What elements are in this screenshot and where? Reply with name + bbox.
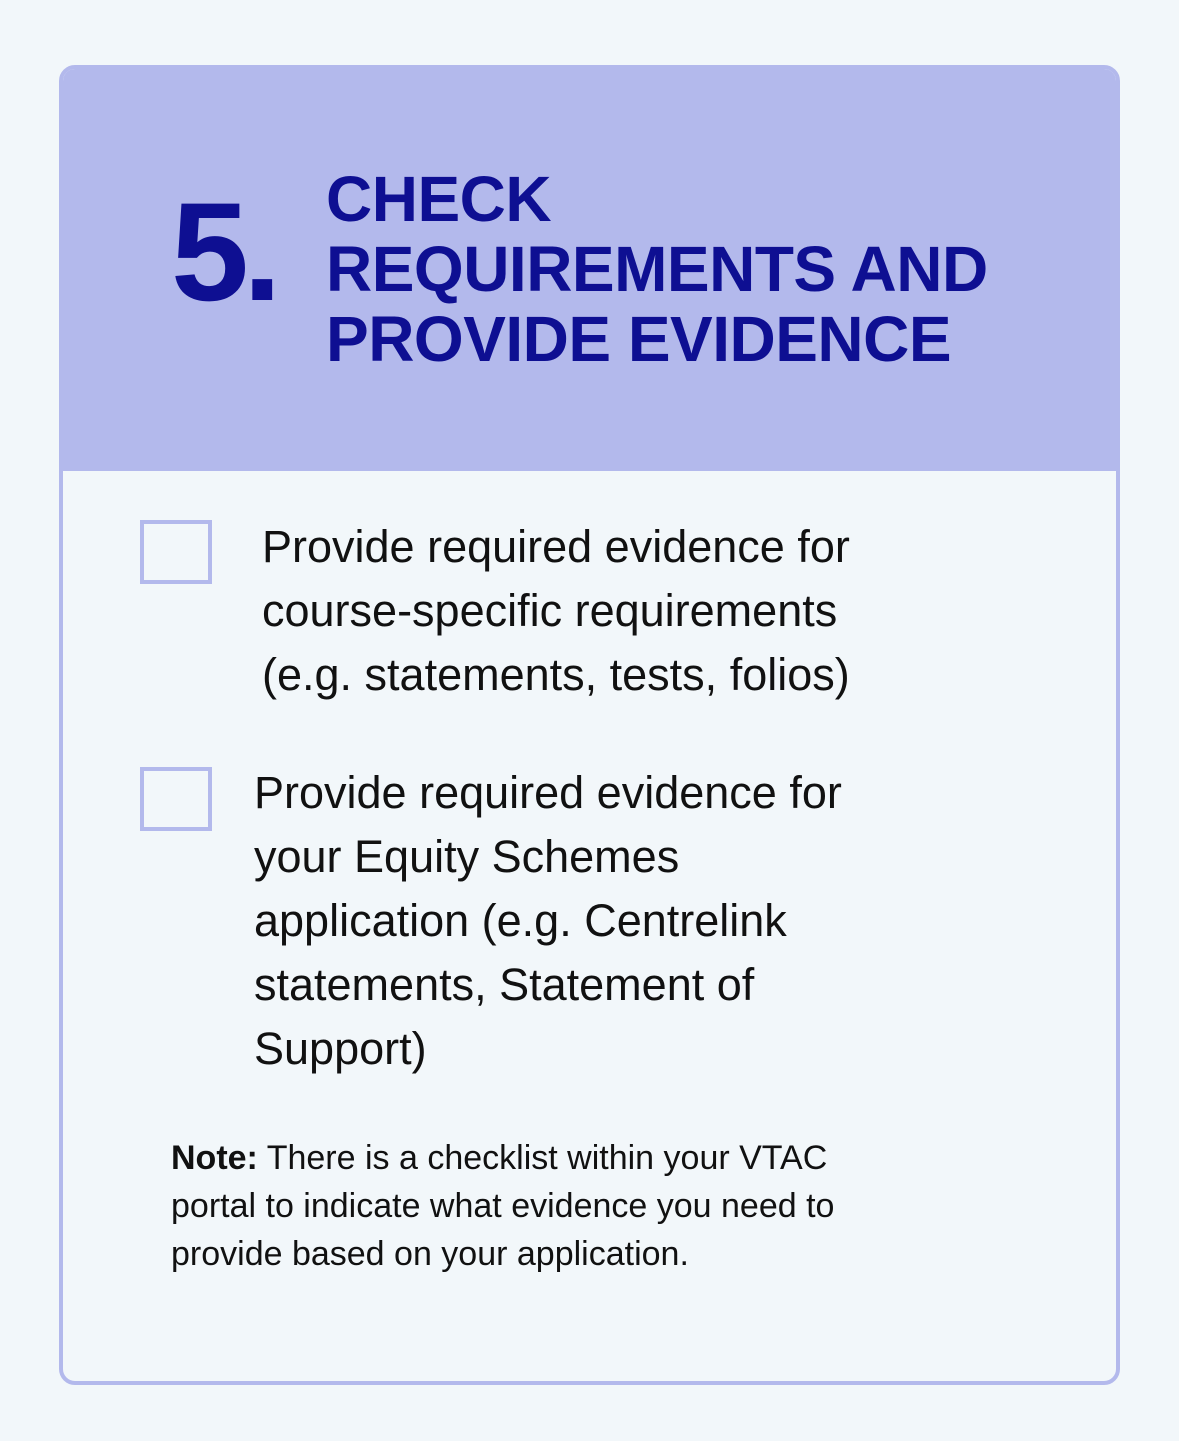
step-card	[59, 65, 1120, 1385]
note-line	[171, 1134, 834, 1182]
checklist-item-line: Provide required evidence for	[254, 767, 842, 818]
checklist-item-line: course-specific requirements	[262, 585, 838, 636]
checklist-item-line: your Equity Schemes	[254, 831, 680, 882]
checklist-checkbox-course-requirements[interactable]	[140, 520, 212, 584]
step-title-line: REQUIREMENTS AND	[326, 233, 988, 305]
note	[171, 1134, 834, 1278]
card-header	[63, 69, 1116, 471]
checklist-item-line: (e.g. statements, tests, folios)	[262, 649, 850, 700]
checklist-item-line: Support)	[254, 1023, 427, 1074]
note-line: portal to indicate what evidence you need to	[171, 1187, 835, 1225]
step-number: 5.	[171, 173, 276, 330]
step-title	[326, 164, 988, 374]
checklist-checkbox-equity-schemes[interactable]	[140, 767, 212, 831]
checklist-item-line: Provide required evidence for	[262, 521, 850, 572]
note-text: There is a checklist within your VTAC	[257, 1139, 828, 1177]
note-label: Note:	[171, 1139, 258, 1177]
checklist-item-equity-schemes	[254, 761, 842, 1081]
note-line: provide based on your application.	[171, 1235, 689, 1273]
checklist-item-course-requirements	[262, 515, 850, 707]
step-title-line: CHECK	[326, 163, 552, 235]
step-title-line: PROVIDE EVIDENCE	[326, 303, 952, 375]
checklist-item-line: application (e.g. Centrelink	[254, 895, 787, 946]
checklist-item-line: statements, Statement of	[254, 959, 755, 1010]
